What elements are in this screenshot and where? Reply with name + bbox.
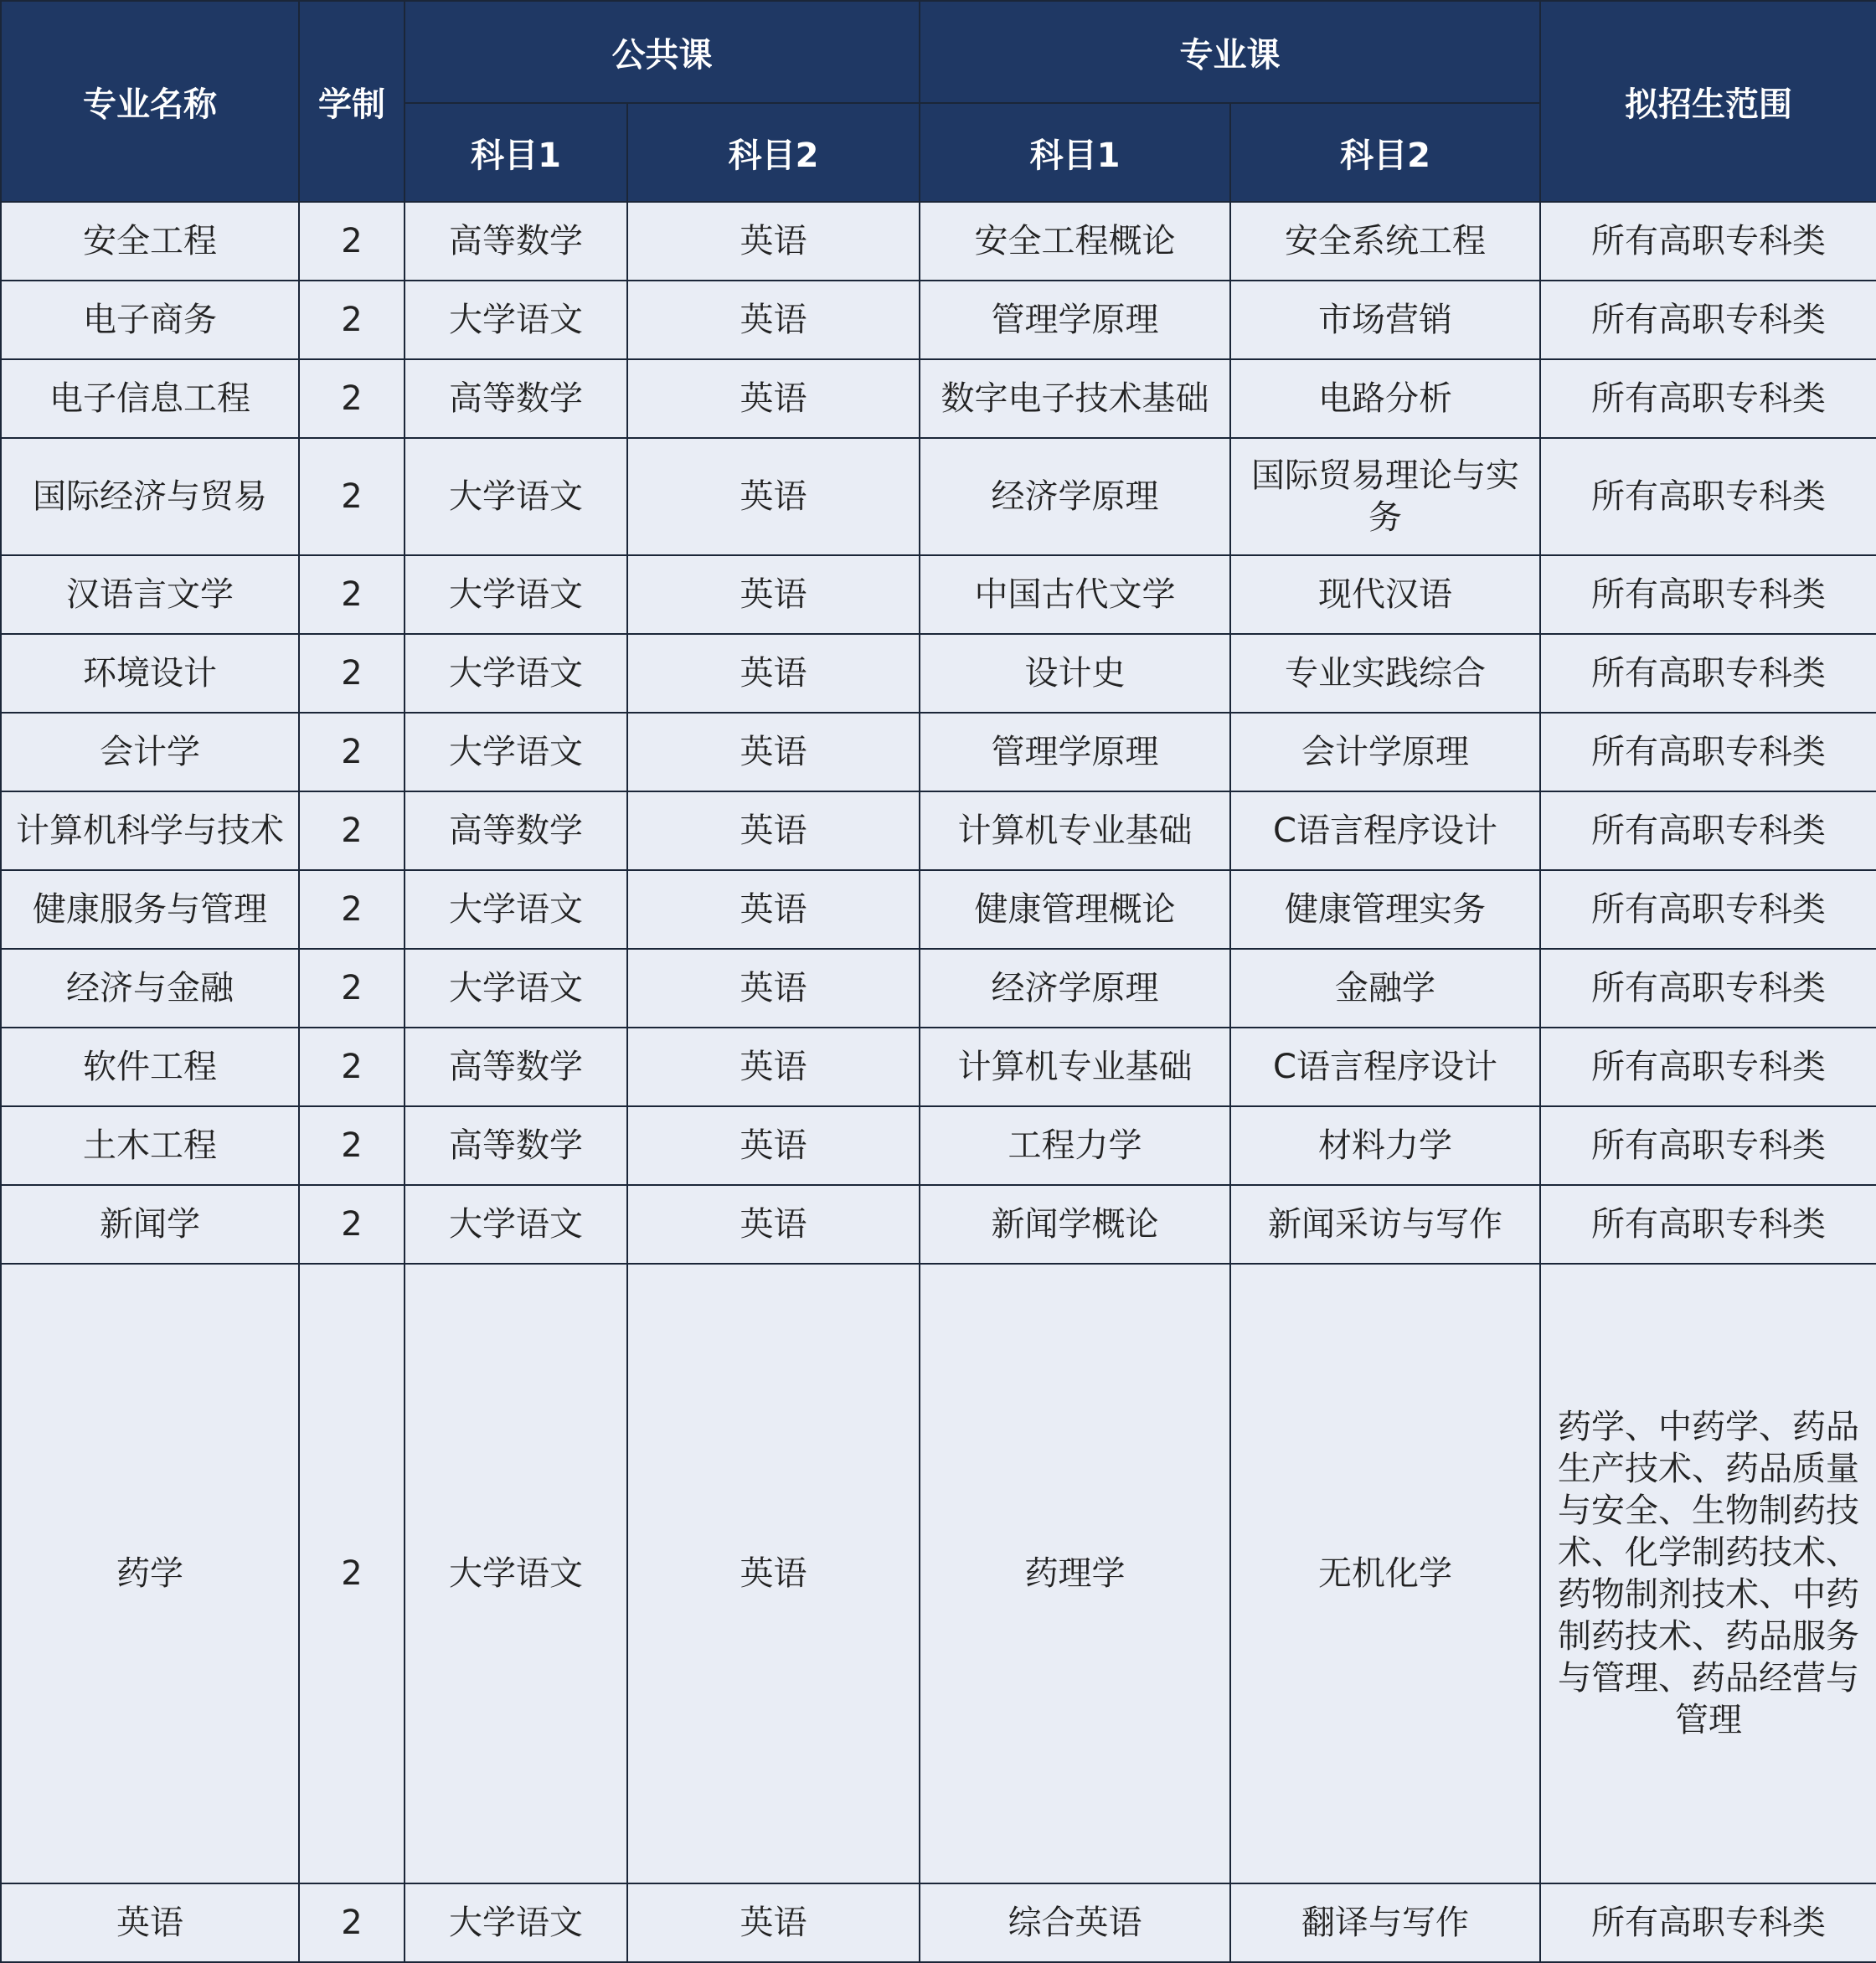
cell-major: 会计学 [1, 713, 299, 791]
cell-years: 2 [299, 949, 405, 1028]
cell-public-subject1: 大学语文 [405, 713, 627, 791]
cell-scope: 所有高职专科类 [1540, 359, 1876, 438]
cell-years: 2 [299, 713, 405, 791]
cell-major-subject2: 电路分析 [1230, 359, 1540, 438]
cell-major-subject2: 无机化学 [1230, 1264, 1540, 1883]
header-major-subject2: 科目2 [1230, 103, 1540, 202]
header-major: 专业名称 [1, 1, 299, 202]
cell-scope: 所有高职专科类 [1540, 281, 1876, 359]
cell-major-subject2: 会计学原理 [1230, 713, 1540, 791]
table-row [1, 281, 1876, 359]
cell-major: 安全工程 [1, 202, 299, 281]
cell-scope: 所有高职专科类 [1540, 1883, 1876, 1962]
cell-major: 经济与金融 [1, 949, 299, 1028]
cell-major-subject2: 新闻采访与写作 [1230, 1185, 1540, 1264]
table-row [1, 713, 1876, 791]
cell-major-subject2: C语言程序设计 [1230, 1028, 1540, 1106]
header-row-1 [1, 1, 1876, 103]
cell-major: 新闻学 [1, 1185, 299, 1264]
cell-major: 国际经济与贸易 [1, 438, 299, 555]
cell-major-subject2: 翻译与写作 [1230, 1883, 1540, 1962]
cell-public-subject2: 英语 [627, 713, 920, 791]
cell-public-subject1: 大学语文 [405, 1185, 627, 1264]
table-row [1, 1106, 1876, 1185]
cell-years: 2 [299, 359, 405, 438]
cell-public-subject1: 大学语文 [405, 281, 627, 359]
cell-major-subject2: 安全系统工程 [1230, 202, 1540, 281]
cell-scope: 所有高职专科类 [1540, 1028, 1876, 1106]
cell-public-subject1: 大学语文 [405, 634, 627, 713]
header-major-subject1: 科目1 [920, 103, 1230, 202]
cell-years: 2 [299, 1028, 405, 1106]
cell-scope: 所有高职专科类 [1540, 949, 1876, 1028]
cell-major: 药学 [1, 1264, 299, 1883]
cell-public-subject2: 英语 [627, 1185, 920, 1264]
cell-major-subject1: 管理学原理 [920, 281, 1230, 359]
cell-public-subject1: 大学语文 [405, 1264, 627, 1883]
header-public-subject1: 科目1 [405, 103, 627, 202]
cell-public-subject2: 英语 [627, 1106, 920, 1185]
cell-public-subject2: 英语 [627, 1264, 920, 1883]
cell-public-subject2: 英语 [627, 791, 920, 870]
cell-major: 健康服务与管理 [1, 870, 299, 949]
cell-years: 2 [299, 1264, 405, 1883]
table-row [1, 202, 1876, 281]
cell-scope: 所有高职专科类 [1540, 438, 1876, 555]
header-public-subject2: 科目2 [627, 103, 920, 202]
table-row [1, 438, 1876, 555]
table-row [1, 634, 1876, 713]
cell-years: 2 [299, 870, 405, 949]
cell-major-subject2: 专业实践综合 [1230, 634, 1540, 713]
cell-scope: 所有高职专科类 [1540, 713, 1876, 791]
cell-scope: 所有高职专科类 [1540, 791, 1876, 870]
cell-major-subject1: 经济学原理 [920, 949, 1230, 1028]
cell-scope: 所有高职专科类 [1540, 555, 1876, 634]
cell-major-subject2: 现代汉语 [1230, 555, 1540, 634]
cell-major-subject1: 药理学 [920, 1264, 1230, 1883]
cell-public-subject2: 英语 [627, 281, 920, 359]
cell-major: 计算机科学与技术 [1, 791, 299, 870]
cell-major: 软件工程 [1, 1028, 299, 1106]
cell-public-subject2: 英语 [627, 202, 920, 281]
cell-years: 2 [299, 634, 405, 713]
cell-years: 2 [299, 438, 405, 555]
cell-public-subject1: 大学语文 [405, 555, 627, 634]
cell-years: 2 [299, 791, 405, 870]
cell-scope: 所有高职专科类 [1540, 1106, 1876, 1185]
table-row [1, 1028, 1876, 1106]
cell-public-subject2: 英语 [627, 1028, 920, 1106]
cell-public-subject2: 英语 [627, 359, 920, 438]
cell-major-subject2: 健康管理实务 [1230, 870, 1540, 949]
cell-public-subject1: 高等数学 [405, 791, 627, 870]
cell-major-subject1: 健康管理概论 [920, 870, 1230, 949]
cell-public-subject1: 高等数学 [405, 1106, 627, 1185]
cell-major-subject1: 安全工程概论 [920, 202, 1230, 281]
cell-major-subject1: 工程力学 [920, 1106, 1230, 1185]
cell-major: 电子信息工程 [1, 359, 299, 438]
cell-years: 2 [299, 555, 405, 634]
cell-major-subject2: C语言程序设计 [1230, 791, 1540, 870]
cell-major-subject1: 经济学原理 [920, 438, 1230, 555]
cell-major: 电子商务 [1, 281, 299, 359]
cell-major: 英语 [1, 1883, 299, 1962]
cell-major-subject1: 数字电子技术基础 [920, 359, 1230, 438]
cell-major-subject1: 管理学原理 [920, 713, 1230, 791]
cell-public-subject1: 高等数学 [405, 359, 627, 438]
cell-public-subject1: 大学语文 [405, 870, 627, 949]
cell-years: 2 [299, 202, 405, 281]
cell-public-subject2: 英语 [627, 438, 920, 555]
table-row [1, 555, 1876, 634]
header-years: 学制 [299, 1, 405, 202]
cell-public-subject2: 英语 [627, 949, 920, 1028]
cell-scope: 所有高职专科类 [1540, 870, 1876, 949]
cell-scope: 所有高职专科类 [1540, 634, 1876, 713]
cell-public-subject1: 高等数学 [405, 202, 627, 281]
cell-public-subject2: 英语 [627, 1883, 920, 1962]
cell-public-subject1: 大学语文 [405, 438, 627, 555]
cell-public-subject2: 英语 [627, 870, 920, 949]
header-major-course: 专业课 [920, 1, 1540, 103]
cell-major-subject2: 材料力学 [1230, 1106, 1540, 1185]
cell-major-subject1: 综合英语 [920, 1883, 1230, 1962]
table-row [1, 791, 1876, 870]
header-public-course: 公共课 [405, 1, 920, 103]
cell-scope: 所有高职专科类 [1540, 202, 1876, 281]
cell-public-subject2: 英语 [627, 555, 920, 634]
table-row [1, 1185, 1876, 1264]
table-row [1, 359, 1876, 438]
cell-scope: 所有高职专科类 [1540, 1185, 1876, 1264]
cell-years: 2 [299, 1185, 405, 1264]
table-row [1, 870, 1876, 949]
cell-major: 土木工程 [1, 1106, 299, 1185]
cell-major-subject1: 新闻学概论 [920, 1185, 1230, 1264]
header-scope: 拟招生范围 [1540, 1, 1876, 202]
table-row [1, 1264, 1876, 1883]
cell-major: 环境设计 [1, 634, 299, 713]
cell-major-subject2: 国际贸易理论与实务 [1230, 438, 1540, 555]
cell-major-subject1: 中国古代文学 [920, 555, 1230, 634]
cell-public-subject1: 大学语文 [405, 1883, 627, 1962]
cell-years: 2 [299, 1883, 405, 1962]
cell-major-subject1: 计算机专业基础 [920, 1028, 1230, 1106]
table-row [1, 1883, 1876, 1962]
cell-public-subject1: 大学语文 [405, 949, 627, 1028]
cell-public-subject1: 高等数学 [405, 1028, 627, 1106]
table-row [1, 949, 1876, 1028]
cell-scope: 药学、中药学、药品生产技术、药品质量与安全、生物制药技术、化学制药技术、药物制剂技术、中药制药技术、药品服务与管理、药品经营与管理 [1540, 1264, 1876, 1883]
cell-major-subject2: 金融学 [1230, 949, 1540, 1028]
cell-major-subject2: 市场营销 [1230, 281, 1540, 359]
cell-public-subject2: 英语 [627, 634, 920, 713]
cell-major-subject1: 计算机专业基础 [920, 791, 1230, 870]
cell-years: 2 [299, 1106, 405, 1185]
cell-years: 2 [299, 281, 405, 359]
cell-major: 汉语言文学 [1, 555, 299, 634]
cell-major-subject1: 设计史 [920, 634, 1230, 713]
